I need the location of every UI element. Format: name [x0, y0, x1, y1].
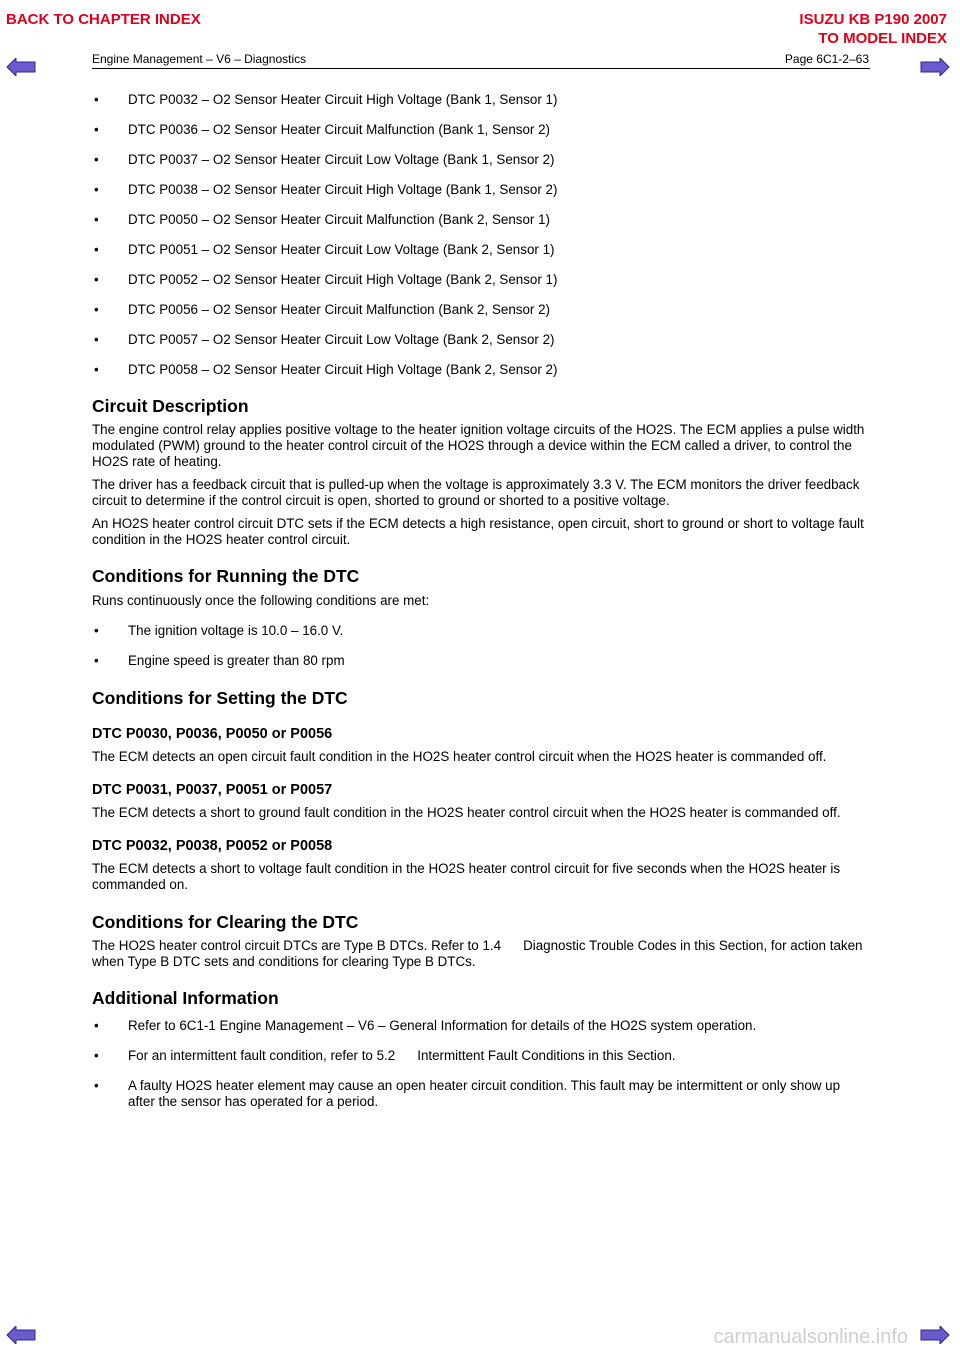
bullet: •	[94, 272, 99, 287]
page-content	[92, 92, 870, 1110]
list-item: • DTC P0051 – O2 Sensor Heater Circuit Low Voltage (Bank 2, Sensor 1)	[94, 242, 555, 257]
setting-conditions-heading: Conditions for Setting the DTC	[92, 688, 348, 708]
setting-text-3: The ECM detects a short to voltage fault condition in the HO2S heater control circuit for five seconds when the HO2S heater is commanded on.	[92, 861, 841, 892]
bullet: •	[94, 1018, 99, 1033]
bullet: •	[94, 92, 99, 107]
list-item: • Engine speed is greater than 80 rpm	[94, 653, 345, 668]
list-item: • DTC P0032 – O2 Sensor Heater Circuit High Voltage (Bank 1, Sensor 1)	[94, 92, 558, 107]
bullet: •	[94, 122, 99, 137]
header-rule	[92, 68, 870, 69]
prev-page-arrow-icon[interactable]	[6, 58, 36, 76]
list-item: • DTC P0037 – O2 Sensor Heater Circuit Low Voltage (Bank 1, Sensor 2)	[94, 152, 555, 167]
setting-subheading-1: DTC P0030, P0036, P0050 or P0056	[92, 726, 333, 742]
circuit-paragraph-3: An HO2S heater control circuit DTC sets if the ECM detects a high resistance, open circuit, short to ground or short to voltage fault condition in the HO2S heater control circuit.	[92, 516, 864, 547]
watermark: carmanualsonline.info	[713, 1326, 908, 1348]
list-item: • DTC P0052 – O2 Sensor Heater Circuit High Voltage (Bank 2, Sensor 1)	[94, 272, 558, 287]
bullet: •	[94, 1078, 99, 1093]
list-item: • DTC P0038 – O2 Sensor Heater Circuit High Voltage (Bank 1, Sensor 2)	[94, 182, 558, 197]
additional-information-heading: Additional Information	[92, 988, 279, 1008]
dtc-list	[92, 92, 870, 378]
bullet: •	[94, 332, 99, 347]
list-item: • DTC P0058 – O2 Sensor Heater Circuit High Voltage (Bank 2, Sensor 2)	[94, 362, 558, 377]
list-item: • The ignition voltage is 10.0 – 16.0 V.	[94, 623, 344, 638]
list-item: • A faulty HO2S heater element may cause an open heater circuit condition. This fault may be intermittent or only show up after the sensor has operated for a period.	[94, 1078, 841, 1109]
bullet: •	[94, 242, 99, 257]
model-title-link[interactable]: ISUZU KB P190 2007	[799, 11, 947, 28]
setting-text-2: The ECM detects a short to ground fault condition in the HO2S heater control circuit when the HO2S heater is commanded off.	[92, 805, 841, 820]
bullet: •	[94, 1048, 99, 1063]
bullet: •	[94, 653, 99, 668]
circuit-paragraph-1: The engine control relay applies positive voltage to the heater ignition voltage circuits of the HO2S. The ECM applies a pulse width modulated (PWM) ground to the heater control circuit of the HO2S through a device within the ECM called a driver, to control the HO2S rate of heating.	[92, 422, 865, 469]
back-to-chapter-index-link[interactable]: BACK TO CHAPTER INDEX	[6, 11, 201, 28]
next-page-arrow-icon[interactable]	[920, 1326, 950, 1344]
bullet: •	[94, 362, 99, 377]
header-page-number: Page 6C1-2–63	[784, 52, 869, 66]
setting-text-1: The ECM detects an open circuit fault condition in the HO2S heater control circuit when the HO2S heater is commanded off.	[92, 749, 827, 764]
circuit-description-heading: Circuit Description	[92, 396, 249, 416]
list-item: • Refer to 6C1-1 Engine Management – V6 – General Information for details of the HO2S system operation.	[94, 1018, 757, 1033]
bullet: •	[94, 212, 99, 227]
list-item: • DTC P0057 – O2 Sensor Heater Circuit Low Voltage (Bank 2, Sensor 2)	[94, 332, 555, 347]
list-item: • DTC P0036 – O2 Sensor Heater Circuit Malfunction (Bank 1, Sensor 2)	[94, 122, 550, 137]
prev-page-arrow-icon[interactable]	[6, 1326, 36, 1344]
clearing-conditions-heading: Conditions for Clearing the DTC	[92, 912, 359, 932]
next-page-arrow-icon[interactable]	[920, 58, 950, 76]
running-intro: Runs continuously once the following conditions are met:	[92, 593, 430, 608]
setting-subheading-3: DTC P0032, P0038, P0052 or P0058	[92, 838, 333, 854]
clearing-text: The HO2S heater control circuit DTCs are Type B DTCs. Refer to 1.4 Diagnostic Trouble Codes in this Section, for action taken when Type B DTC sets and conditions for clearing Type B DTCs.	[92, 938, 863, 969]
header-section-title: Engine Management – V6 – Diagnostics	[92, 52, 307, 66]
setting-subheading-2: DTC P0031, P0037, P0051 or P0057	[92, 782, 333, 798]
circuit-paragraph-2: The driver has a feedback circuit that is pulled-up when the voltage is approximately 3.3 V. The ECM monitors the driver feedback circuit to determine if the control circuit is open, shorted to ground or shorted to a positive voltage.	[92, 477, 860, 508]
list-item: • DTC P0056 – O2 Sensor Heater Circuit Malfunction (Bank 2, Sensor 2)	[94, 302, 550, 317]
to-model-index-link[interactable]: TO MODEL INDEX	[818, 30, 947, 47]
bullet: •	[94, 182, 99, 197]
list-item: • For an intermittent fault condition, refer to 5.2 Intermittent Fault Conditions in this Section.	[94, 1048, 676, 1063]
bullet: •	[94, 152, 99, 167]
list-item: • DTC P0050 – O2 Sensor Heater Circuit Malfunction (Bank 2, Sensor 1)	[94, 212, 550, 227]
bullet: •	[94, 623, 99, 638]
bullet: •	[94, 302, 99, 317]
running-conditions-heading: Conditions for Running the DTC	[92, 566, 360, 586]
